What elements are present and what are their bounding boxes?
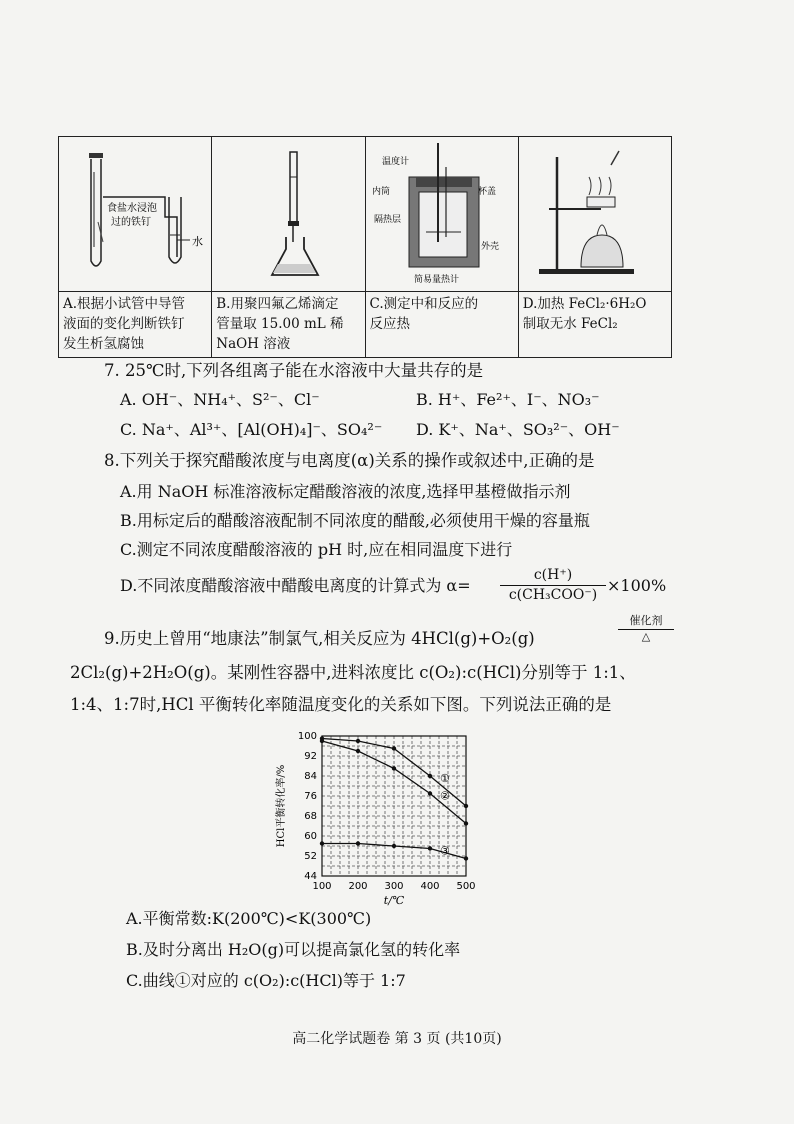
q8-option-b: B.用标定后的醋酸溶液配制不同浓度的醋酸,必须使用干燥的容量瓶: [120, 511, 590, 530]
data-point: [392, 746, 396, 750]
heating-apparatus-figure: [519, 137, 659, 287]
data-point: [428, 791, 432, 795]
x-tick-label: 500: [456, 881, 476, 892]
fig-c-name: 简易量热计: [413, 275, 459, 285]
fig-c-shell: 外壳: [480, 242, 499, 252]
page-footer: 高二化学试题卷 第 3 页 (共10页): [292, 1031, 502, 1047]
data-point: [392, 766, 396, 770]
series-label-2: ②: [440, 789, 450, 803]
caption-b: B.用聚四氟乙烯滴定 管量取 15.00 mL 稀 NaOH 溶液: [212, 292, 365, 358]
corrosion-apparatus-figure: [59, 137, 219, 287]
data-point: [320, 841, 324, 845]
figure-a-cell: [59, 137, 212, 292]
conversion-chart: [262, 728, 492, 908]
q7-option-c: C. Na⁺、Al³⁺、[Al(OH)₄]⁻、SO₄²⁻: [120, 420, 383, 439]
data-point: [428, 774, 432, 778]
y-tick-label: 100: [297, 731, 317, 742]
y-axis-label: HCl平衡转化率/%: [276, 764, 287, 848]
fig-a-label-3: 水: [192, 235, 203, 248]
y-tick-label: 68: [304, 811, 317, 822]
figure-c-cell: [365, 137, 518, 292]
series-label-1: ①: [440, 772, 450, 785]
x-tick-label: 200: [348, 881, 368, 892]
q8-fraction-numerator: c(H⁺): [500, 566, 606, 586]
burette-flask-figure: [212, 137, 372, 287]
q9-arrow: [618, 614, 674, 644]
apparatus-table: [58, 136, 672, 358]
calorimeter-figure: [366, 137, 506, 287]
q8-option-d-suffix: ×100%: [607, 576, 667, 595]
q9-line-3: 1:4、1:7时,HCl 平衡转化率随温度变化的关系如下图。下列说法正确的是: [70, 695, 612, 714]
x-tick-label: 100: [312, 881, 332, 892]
data-point: [320, 739, 324, 743]
x-tick-label: 400: [420, 881, 440, 892]
y-tick-label: 52: [304, 851, 317, 862]
y-tick-label: 76: [304, 791, 317, 802]
y-tick-label: 92: [304, 751, 317, 762]
q7-option-d: D. K⁺、Na⁺、SO₃²⁻、OH⁻: [416, 420, 620, 439]
q9-line-2: 2Cl₂(g)+2H₂O(g)。某刚性容器中,进料浓度比 c(O₂):c(HCl)分别等于 1:1、: [70, 663, 636, 682]
fig-c-inner: 内筒: [371, 187, 390, 197]
y-tick-label: 60: [304, 831, 317, 842]
fig-a-label-2: 过的铁钉: [111, 217, 151, 228]
series-label-3: ③: [440, 844, 450, 858]
data-point: [392, 844, 396, 848]
q8-fraction-denominator: c(CH₃COO⁻): [508, 587, 598, 603]
figure-b-cell: [212, 137, 365, 292]
fig-c-cover: 杯盖: [477, 187, 496, 197]
data-point: [428, 846, 432, 850]
q7-stem: 7. 25℃时,下列各组离子能在水溶液中大量共存的是: [104, 361, 484, 380]
data-point: [356, 739, 360, 743]
q7-option-b: B. H⁺、Fe²⁺、I⁻、NO₃⁻: [416, 390, 600, 409]
q8-stem: 8.下列关于探究醋酸浓度与电离度(α)关系的操作或叙述中,正确的是: [104, 451, 595, 470]
q8-option-a: A.用 NaOH 标准溶液标定醋酸溶液的浓度,选择甲基橙做指示剂: [120, 482, 571, 501]
data-point: [464, 821, 468, 825]
data-point: [464, 804, 468, 808]
data-point: [356, 749, 360, 753]
y-tick-label: 84: [304, 771, 317, 782]
q9-option-b: B.及时分离出 H₂O(g)可以提高氯化氢的转化率: [126, 940, 461, 959]
q9-catalyst: 催化剂: [629, 614, 663, 627]
fig-c-thermo: 温度计: [381, 157, 409, 167]
q8-option-d-prefix: D.不同浓度醋酸溶液中醋酸电离度的计算式为 α=: [120, 576, 471, 595]
data-point: [356, 841, 360, 845]
figure-d-cell: [518, 137, 671, 292]
q7-option-a: A. OH⁻、NH₄⁺、S²⁻、Cl⁻: [120, 390, 320, 409]
x-axis-label: t/℃: [383, 894, 405, 907]
data-point: [464, 856, 468, 860]
q9-option-a: A.平衡常数:K(200℃)<K(300℃): [126, 909, 372, 928]
caption-d: D.加热 FeCl₂·6H₂O 制取无水 FeCl₂: [518, 292, 671, 358]
fig-a-label-1: 食盐水浸泡: [107, 203, 157, 214]
x-tick-label: 300: [384, 881, 404, 892]
caption-a: A.根据小试管中导管 液面的变化判断铁钉 发生析氢腐蚀: [59, 292, 212, 358]
caption-c: C.测定中和反应的 反应热: [365, 292, 518, 358]
q8-fraction: [500, 566, 606, 604]
q9-line-1: 9.历史上曾用“地康法”制氯气,相关反应为 4HCl(g)+O₂(g): [104, 629, 535, 648]
q9-heat: △: [618, 629, 674, 644]
q9-option-c: C.曲线①对应的 c(O₂):c(HCl)等于 1:7: [126, 971, 406, 990]
y-tick-label: 44: [304, 871, 317, 882]
q8-option-c: C.测定不同浓度醋酸溶液的 pH 时,应在相同温度下进行: [120, 540, 513, 559]
fig-c-insul: 隔热层: [373, 215, 401, 225]
